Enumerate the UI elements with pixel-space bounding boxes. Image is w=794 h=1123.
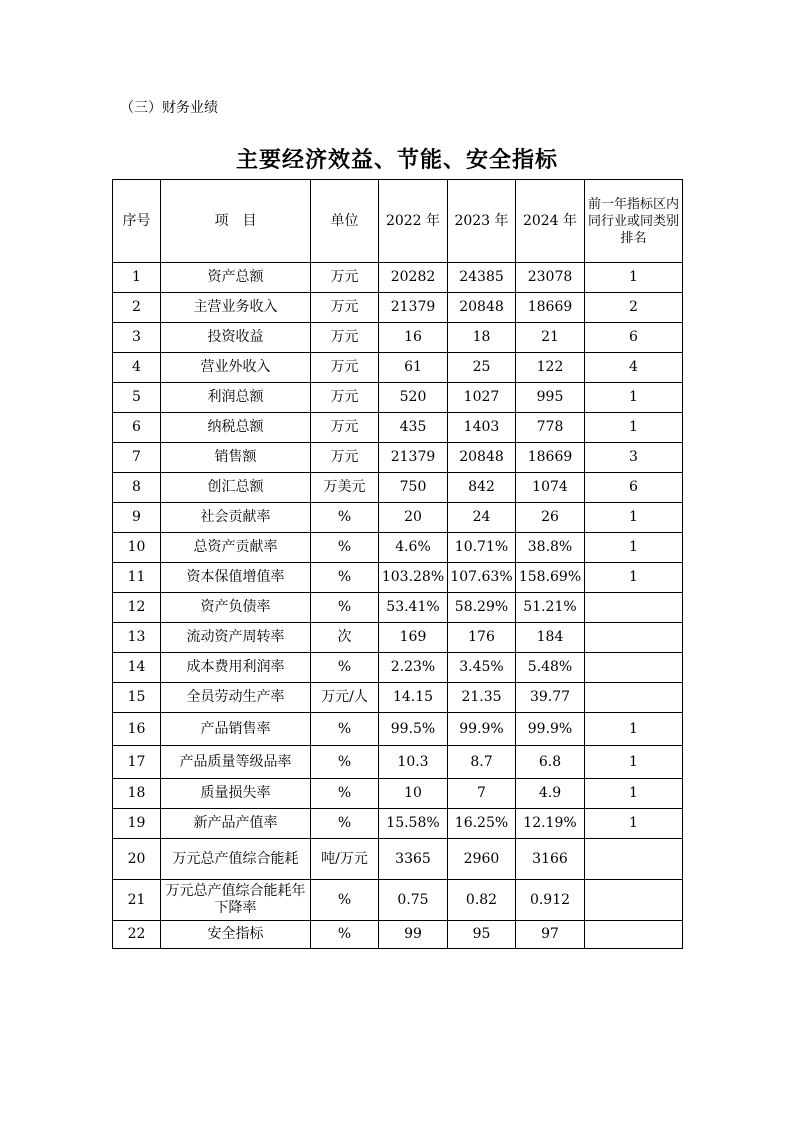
cell-unit: %	[311, 563, 379, 593]
cell-y2024: 18669	[516, 443, 585, 473]
cell-y2022: 435	[379, 413, 448, 443]
table-row	[113, 839, 683, 880]
table-row	[113, 503, 683, 533]
cell-y2022: 53.41%	[379, 593, 448, 623]
cell-item: 总资产贡献率	[161, 533, 311, 563]
cell-item: 资产负债率	[161, 593, 311, 623]
cell-y2023: 8.7	[448, 746, 516, 779]
table-row	[113, 443, 683, 473]
cell-y2024: 97	[516, 921, 585, 949]
table-row	[113, 533, 683, 563]
cell-y2024: 99.9%	[516, 713, 585, 746]
cell-y2022: 99.5%	[379, 713, 448, 746]
cell-item: 投资收益	[161, 323, 311, 353]
cell-y2022: 520	[379, 383, 448, 413]
table-row	[113, 713, 683, 746]
cell-y2023: 1403	[448, 413, 516, 443]
cell-item: 质量损失率	[161, 779, 311, 809]
cell-y2023: 107.63%	[448, 563, 516, 593]
cell-y2022: 15.58%	[379, 809, 448, 839]
header-2023: 2023 年	[448, 180, 516, 263]
cell-rank: 1	[585, 263, 683, 293]
header-rank: 前一年指标区内同行业或同类别排名	[585, 180, 683, 263]
cell-no: 2	[113, 293, 161, 323]
cell-item: 全员劳动生产率	[161, 683, 311, 713]
cell-y2023: 1027	[448, 383, 516, 413]
cell-y2023: 3.45%	[448, 653, 516, 683]
cell-rank: 1	[585, 383, 683, 413]
cell-y2022: 10.3	[379, 746, 448, 779]
cell-y2022: 103.28%	[379, 563, 448, 593]
table-row	[113, 563, 683, 593]
cell-unit: 万元	[311, 263, 379, 293]
cell-y2022: 21379	[379, 293, 448, 323]
cell-y2023: 176	[448, 623, 516, 653]
cell-rank: 3	[585, 443, 683, 473]
cell-no: 22	[113, 921, 161, 949]
table-row	[113, 921, 683, 949]
cell-rank	[585, 683, 683, 713]
cell-item: 纳税总额	[161, 413, 311, 443]
cell-item: 资本保值增值率	[161, 563, 311, 593]
cell-y2023: 20848	[448, 443, 516, 473]
cell-no: 11	[113, 563, 161, 593]
cell-y2022: 2.23%	[379, 653, 448, 683]
cell-y2023: 21.35	[448, 683, 516, 713]
cell-no: 4	[113, 353, 161, 383]
cell-item: 万元总产值综合能耗年下降率	[161, 880, 311, 921]
cell-y2022: 0.75	[379, 880, 448, 921]
cell-y2024: 995	[516, 383, 585, 413]
cell-item: 营业外收入	[161, 353, 311, 383]
cell-item: 资产总额	[161, 263, 311, 293]
cell-item: 万元总产值综合能耗	[161, 839, 311, 880]
cell-item: 新产品产值率	[161, 809, 311, 839]
table-body	[113, 263, 683, 949]
table-row	[113, 323, 683, 353]
cell-y2023: 24385	[448, 263, 516, 293]
cell-y2024: 4.9	[516, 779, 585, 809]
cell-no: 12	[113, 593, 161, 623]
table-row	[113, 880, 683, 921]
cell-item: 销售额	[161, 443, 311, 473]
cell-unit: 万元	[311, 293, 379, 323]
cell-rank	[585, 839, 683, 880]
cell-unit: %	[311, 533, 379, 563]
metrics-table	[112, 179, 683, 949]
table-title: 主要经济效益、节能、安全指标	[235, 148, 558, 173]
cell-y2024: 6.8	[516, 746, 585, 779]
cell-unit: 次	[311, 623, 379, 653]
table-row	[113, 653, 683, 683]
cell-y2024: 23078	[516, 263, 585, 293]
cell-no: 13	[113, 623, 161, 653]
header-no: 序号	[113, 180, 161, 263]
cell-unit: %	[311, 503, 379, 533]
cell-unit: 万元/人	[311, 683, 379, 713]
header-item: 项 目	[161, 180, 311, 263]
cell-item: 利润总额	[161, 383, 311, 413]
cell-y2024: 38.8%	[516, 533, 585, 563]
table-row	[113, 383, 683, 413]
header-2024: 2024 年	[516, 180, 585, 263]
cell-y2024: 184	[516, 623, 585, 653]
cell-no: 17	[113, 746, 161, 779]
cell-y2023: 99.9%	[448, 713, 516, 746]
cell-no: 10	[113, 533, 161, 563]
cell-item: 产品质量等级品率	[161, 746, 311, 779]
cell-unit: 万元	[311, 323, 379, 353]
cell-y2022: 14.15	[379, 683, 448, 713]
cell-item: 产品销售率	[161, 713, 311, 746]
section-heading: （三）财务业绩	[120, 100, 218, 116]
cell-rank	[585, 593, 683, 623]
cell-y2024: 158.69%	[516, 563, 585, 593]
cell-no: 9	[113, 503, 161, 533]
cell-rank: 1	[585, 533, 683, 563]
cell-no: 21	[113, 880, 161, 921]
cell-unit: 万元	[311, 383, 379, 413]
cell-y2023: 7	[448, 779, 516, 809]
table-row	[113, 413, 683, 443]
cell-rank: 1	[585, 779, 683, 809]
cell-y2023: 842	[448, 473, 516, 503]
table-row	[113, 353, 683, 383]
cell-y2022: 99	[379, 921, 448, 949]
cell-item: 社会贡献率	[161, 503, 311, 533]
cell-y2023: 16.25%	[448, 809, 516, 839]
cell-item: 安全指标	[161, 921, 311, 949]
cell-y2023: 2960	[448, 839, 516, 880]
cell-y2023: 18	[448, 323, 516, 353]
table-header-row	[113, 180, 683, 263]
table-row	[113, 809, 683, 839]
cell-rank: 1	[585, 713, 683, 746]
table-row	[113, 263, 683, 293]
table-row	[113, 593, 683, 623]
cell-item: 流动资产周转率	[161, 623, 311, 653]
cell-y2023: 0.82	[448, 880, 516, 921]
cell-y2023: 24	[448, 503, 516, 533]
table-row	[113, 473, 683, 503]
cell-rank	[585, 880, 683, 921]
cell-unit: %	[311, 653, 379, 683]
cell-y2022: 3365	[379, 839, 448, 880]
cell-rank: 6	[585, 323, 683, 353]
cell-unit: 万元	[311, 443, 379, 473]
cell-y2022: 169	[379, 623, 448, 653]
cell-y2024: 778	[516, 413, 585, 443]
cell-no: 18	[113, 779, 161, 809]
cell-unit: 万美元	[311, 473, 379, 503]
cell-y2024: 122	[516, 353, 585, 383]
cell-y2024: 5.48%	[516, 653, 585, 683]
cell-unit: %	[311, 921, 379, 949]
cell-y2024: 3166	[516, 839, 585, 880]
cell-y2024: 18669	[516, 293, 585, 323]
cell-y2023: 25	[448, 353, 516, 383]
cell-y2022: 20	[379, 503, 448, 533]
cell-y2022: 20282	[379, 263, 448, 293]
cell-rank: 1	[585, 746, 683, 779]
cell-no: 3	[113, 323, 161, 353]
cell-unit: 万元	[311, 353, 379, 383]
cell-item: 创汇总额	[161, 473, 311, 503]
cell-item: 主营业务收入	[161, 293, 311, 323]
cell-rank: 6	[585, 473, 683, 503]
cell-rank: 1	[585, 503, 683, 533]
cell-no: 14	[113, 653, 161, 683]
cell-rank: 1	[585, 563, 683, 593]
cell-no: 16	[113, 713, 161, 746]
cell-unit: %	[311, 746, 379, 779]
cell-rank: 4	[585, 353, 683, 383]
cell-no: 8	[113, 473, 161, 503]
cell-y2024: 21	[516, 323, 585, 353]
cell-rank	[585, 653, 683, 683]
header-2022: 2022 年	[379, 180, 448, 263]
cell-y2022: 4.6%	[379, 533, 448, 563]
cell-unit: %	[311, 809, 379, 839]
cell-no: 7	[113, 443, 161, 473]
cell-no: 19	[113, 809, 161, 839]
cell-rank	[585, 921, 683, 949]
cell-y2023: 20848	[448, 293, 516, 323]
cell-no: 15	[113, 683, 161, 713]
cell-no: 5	[113, 383, 161, 413]
table-row	[113, 623, 683, 653]
cell-y2024: 39.77	[516, 683, 585, 713]
cell-rank: 1	[585, 809, 683, 839]
cell-rank	[585, 623, 683, 653]
table-row	[113, 683, 683, 713]
cell-y2024: 51.21%	[516, 593, 585, 623]
cell-item: 成本费用利润率	[161, 653, 311, 683]
cell-y2023: 95	[448, 921, 516, 949]
cell-y2024: 0.912	[516, 880, 585, 921]
cell-no: 20	[113, 839, 161, 880]
table-row	[113, 779, 683, 809]
header-unit: 单位	[311, 180, 379, 263]
cell-y2024: 12.19%	[516, 809, 585, 839]
cell-y2022: 21379	[379, 443, 448, 473]
cell-unit: %	[311, 880, 379, 921]
cell-y2022: 750	[379, 473, 448, 503]
cell-y2022: 61	[379, 353, 448, 383]
cell-y2023: 58.29%	[448, 593, 516, 623]
cell-no: 6	[113, 413, 161, 443]
cell-y2022: 10	[379, 779, 448, 809]
cell-rank: 1	[585, 413, 683, 443]
cell-rank: 2	[585, 293, 683, 323]
cell-no: 1	[113, 263, 161, 293]
cell-y2023: 10.71%	[448, 533, 516, 563]
cell-unit: 吨/万元	[311, 839, 379, 880]
cell-y2024: 1074	[516, 473, 585, 503]
cell-unit: %	[311, 779, 379, 809]
cell-y2024: 26	[516, 503, 585, 533]
table-row	[113, 746, 683, 779]
cell-unit: %	[311, 593, 379, 623]
cell-unit: %	[311, 713, 379, 746]
cell-unit: 万元	[311, 413, 379, 443]
table-row	[113, 293, 683, 323]
cell-y2022: 16	[379, 323, 448, 353]
